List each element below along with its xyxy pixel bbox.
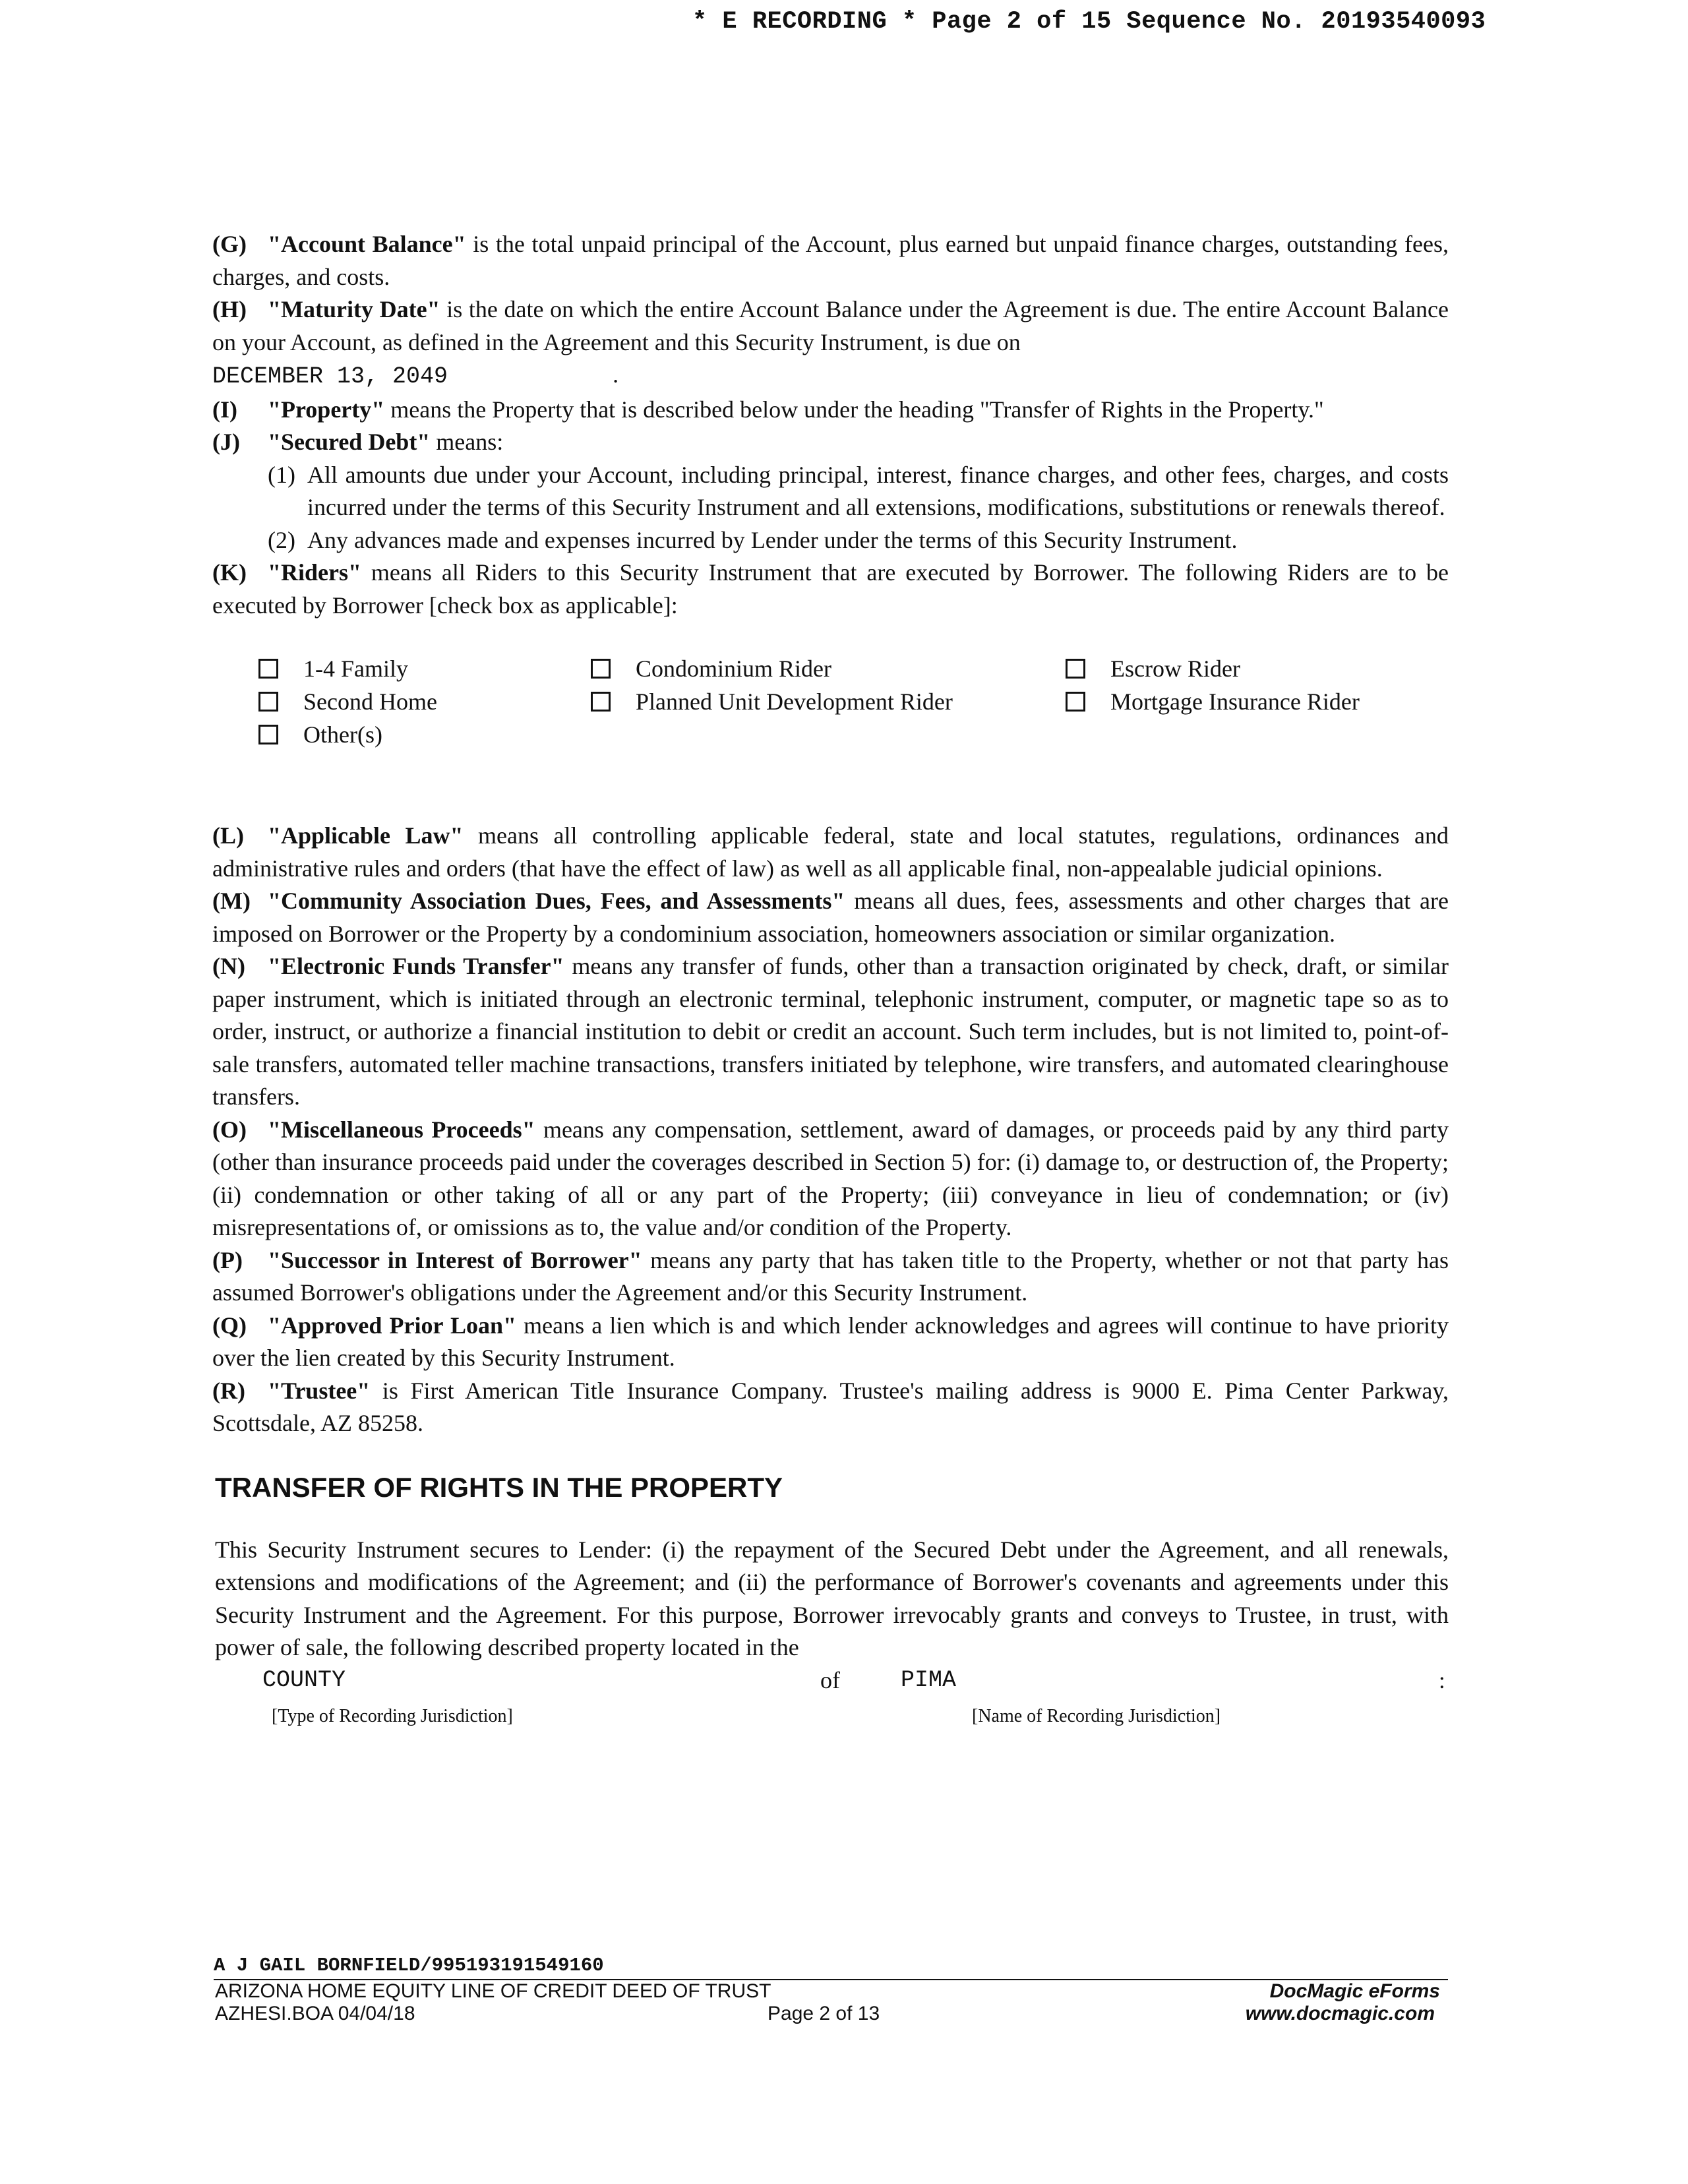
- transfer-paragraph: This Security Instrument secures to Lender: (i) the repayment of the Secured Debt under the Agreement, and all renewals, extensions and modifications of the Agreement; and (ii) the performance of Borrower's covenants and agreements under this Security Instrument and the Agreement. For this purpose, Borrower irrevocably grants and conveys to Trustee, in trust, with power of sale, the following described property located in the: [215, 1536, 1449, 1660]
- rider-mortgage-insurance[interactable]: [1066, 685, 1435, 718]
- checkbox[interactable]: [591, 659, 611, 679]
- definition-p: [212, 1244, 1449, 1310]
- definition-term: "Trustee": [268, 1377, 371, 1404]
- definition-tag: (I): [212, 396, 237, 423]
- definition-r: [212, 1375, 1449, 1440]
- definition-q: [212, 1310, 1449, 1375]
- rider-condominium[interactable]: [591, 652, 1066, 685]
- jurisdiction-name-label: [Name of Recording Jurisdiction]: [972, 1705, 1221, 1726]
- definition-text: means any transfer of funds, other than a transaction originated by check, draft, or similar paper instrument, which is initiated through an electronic terminal, telephonic instrument, computer, or magnetic tape so as to order, instruct, or authorize a financial institution to debit or credit an account. Such term includes, but is not limited to, point-of-sale transfers, automated teller machine transactions, transfers initiated by telephone, wire transfers, and automated clearinghouse transfers.: [212, 953, 1449, 1110]
- definition-term: "Applicable Law": [268, 822, 464, 849]
- document-body: [212, 228, 1449, 1737]
- maturity-date-end: .: [613, 361, 619, 388]
- recording-jurisdiction: [212, 1664, 1449, 1737]
- checkbox[interactable]: [258, 659, 278, 679]
- definition-tag: (Q): [212, 1312, 247, 1339]
- rider-planned-unit-development[interactable]: [591, 685, 1066, 718]
- definition-term: "Successor in Interest of Borrower": [268, 1246, 642, 1273]
- secured-debt-list: [212, 459, 1449, 557]
- rider-others[interactable]: [258, 718, 591, 751]
- definition-text: means:: [430, 429, 504, 455]
- checkbox[interactable]: [591, 692, 611, 712]
- rider-second-home[interactable]: [258, 685, 591, 718]
- riders-checklist: [258, 652, 1449, 751]
- docmagic-logo: DocMagic eForms: [1269, 1980, 1440, 2002]
- list-item-text: All amounts due under your Account, including principal, interest, finance charges, and other fees, charges, and costs incurred under the terms of this Security Instrument and all extensions, modifications, substitutions or renewals thereof.: [307, 461, 1449, 520]
- definition-tag: (K): [212, 559, 247, 586]
- definition-term: "Maturity Date": [268, 296, 440, 322]
- list-item: [268, 524, 1449, 557]
- borrower-line: A J GAIL BORNFIELD/995193191549160: [214, 1955, 604, 1976]
- list-item-number: (1): [268, 461, 295, 488]
- jurisdiction-of: of: [820, 1666, 840, 1693]
- form-code: AZHESI.BOA 04/04/18: [215, 2003, 415, 2024]
- definition-text: means any party that has taken title to the Property, whether or not that party has assumed Borrower's obligations under the Agreement and/or this Security Instrument.: [212, 1246, 1449, 1306]
- definition-k: [212, 557, 1449, 622]
- maturity-date-line: [212, 359, 1449, 394]
- rider-label: Other(s): [303, 721, 382, 748]
- definition-term: "Riders": [268, 559, 361, 586]
- definition-term: "Account Balance": [268, 231, 466, 257]
- rider-label: Escrow Rider: [1110, 655, 1240, 682]
- definition-tag: (G): [212, 231, 247, 257]
- definition-text: means all controlling applicable federal, state and local statutes, regulations, ordinances and administrative rules and orders (that have the effect of law) as well as all applicable final, non-appealable judicial opinions.: [212, 822, 1449, 882]
- definition-text: means the Property that is described below under the heading "Transfer of Rights in the Property.": [384, 396, 1324, 423]
- definition-term: "Community Association Dues, Fees, and Assessments": [268, 888, 845, 914]
- definition-text: means all Riders to this Security Instrument that are executed by Borrower. The following Riders are to be executed by Borrower [check box as applicable]:: [212, 559, 1449, 619]
- definition-tag: (R): [212, 1377, 245, 1404]
- definition-term: "Electronic Funds Transfer": [268, 953, 564, 979]
- definition-text: is the total unpaid principal of the Account, plus earned but unpaid finance charges, outstanding fees, charges, and costs.: [212, 231, 1449, 290]
- footer-page-number: Page 2 of 13: [768, 2003, 880, 2024]
- page-footer: [214, 1955, 1448, 2025]
- recording-header: * E RECORDING * Page 2 of 15 Sequence No. 20193540093: [692, 8, 1486, 36]
- definition-tag: (L): [212, 822, 244, 849]
- definition-tag: (O): [212, 1116, 247, 1143]
- rider-label: Second Home: [303, 688, 437, 715]
- definition-term: "Miscellaneous Proceeds": [268, 1116, 535, 1143]
- definition-h: [212, 293, 1449, 359]
- jurisdiction-type-label: [Type of Recording Jurisdiction]: [272, 1705, 513, 1726]
- definition-g: [212, 228, 1449, 293]
- definition-l: [212, 820, 1449, 885]
- definition-text: means all dues, fees, assessments and other charges that are imposed on Borrower or the Property by a condominium association, homeowners association or similar organization.: [212, 888, 1449, 947]
- definition-term: "Secured Debt": [268, 429, 431, 455]
- rider-1-4-family[interactable]: [258, 652, 591, 685]
- footer-row-1: [214, 1980, 1448, 2003]
- definition-tag: (P): [212, 1246, 243, 1273]
- definition-j: [212, 426, 1449, 459]
- definition-term: "Property": [268, 396, 385, 423]
- rider-escrow[interactable]: [1066, 652, 1435, 685]
- definition-tag: (M): [212, 888, 251, 914]
- definition-term: "Approved Prior Loan": [268, 1312, 516, 1339]
- docmagic-website: www.docmagic.com: [1245, 2003, 1435, 2024]
- definition-text: means any compensation, settlement, award of damages, or proceeds paid by any third party (other than insurance proceeds paid under the coverages described in Section 5) for: (i) damage to, or destruction of, the Property; (ii) condemnation or other taking of all or any part of the Property; (iii) conveyance in lieu of condemnation; or (iv) misrepresentations of, or omissions as to, the value and/or condition of the Property.: [212, 1116, 1449, 1240]
- list-item-text: Any advances made and expenses incurred by Lender under the terms of this Security Instrument.: [307, 526, 1238, 553]
- checkbox[interactable]: [258, 725, 278, 744]
- form-title: ARIZONA HOME EQUITY LINE OF CREDIT DEED OF TRUST: [215, 1980, 771, 2002]
- rider-label: Planned Unit Development Rider: [636, 688, 953, 715]
- definition-text: is First American Title Insurance Company. Trustee's mailing address is 9000 E. Pima Center Parkway, Scottsdale, AZ 85258.: [212, 1377, 1449, 1436]
- checkbox[interactable]: [1066, 692, 1085, 712]
- jurisdiction-type-value: COUNTY: [262, 1666, 346, 1693]
- checkbox[interactable]: [258, 692, 278, 712]
- definition-n: [212, 950, 1449, 1114]
- checkbox[interactable]: [1066, 659, 1085, 679]
- section-title: TRANSFER OF RIGHTS IN THE PROPERTY: [215, 1471, 783, 1503]
- definition-o: [212, 1114, 1449, 1244]
- rider-label: 1-4 Family: [303, 655, 408, 682]
- jurisdiction-end: :: [1439, 1667, 1445, 1693]
- definition-m: [212, 885, 1449, 950]
- definition-text: means a lien which is and which lender acknowledges and agrees will continue to have priority over the lien created by this Security Instrument.: [212, 1312, 1449, 1371]
- definitions-continued: [212, 820, 1449, 1440]
- definition-tag: (J): [212, 429, 240, 455]
- footer-row-2: [214, 2003, 1448, 2025]
- definition-tag: (H): [212, 296, 247, 322]
- maturity-date-value: DECEMBER 13, 2049: [212, 363, 448, 390]
- rider-label: Condominium Rider: [636, 655, 831, 682]
- jurisdiction-name-value: PIMA: [901, 1666, 957, 1693]
- list-item: [268, 459, 1449, 524]
- definition-tag: (N): [212, 953, 245, 979]
- list-item-number: (2): [268, 526, 295, 553]
- rider-label: Mortgage Insurance Rider: [1110, 688, 1360, 715]
- definition-text: is the date on which the entire Account Balance under the Agreement is due. The entire Account Balance on your Account, as defined in the Agreement and this Security Instrument, is due on: [212, 296, 1449, 355]
- definition-i: [212, 394, 1449, 427]
